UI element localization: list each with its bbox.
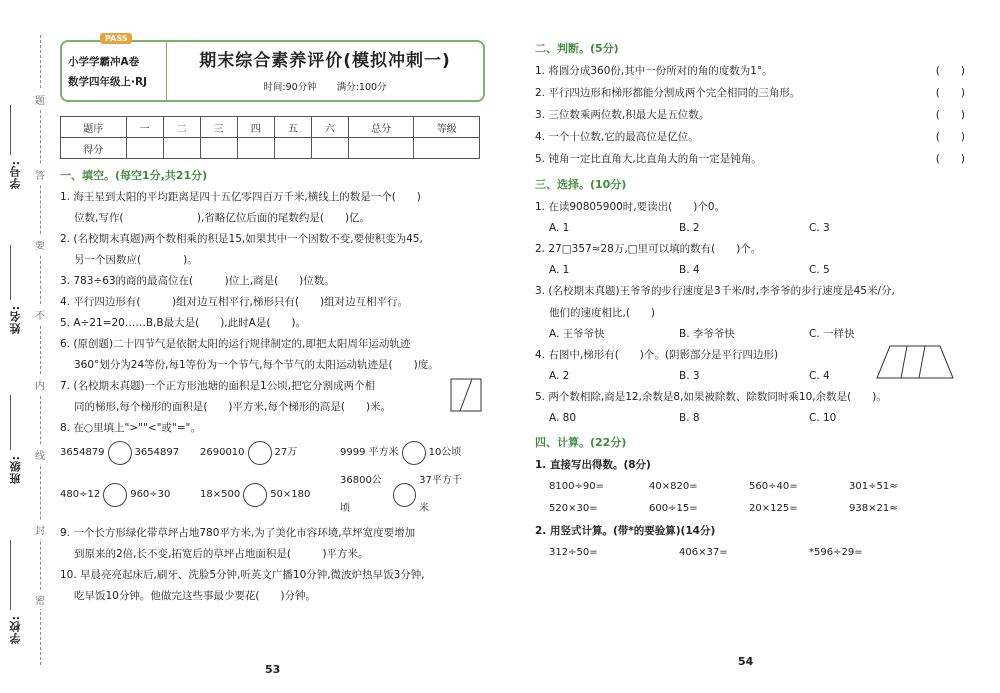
question-3: 3. 783÷63的商的最高位在( )位上,商是( )位数。 [60,275,335,287]
choice-option: A. 2 [549,370,570,382]
compare-left: 36800公顷 [340,475,382,514]
q6-line1: 6. (原创题)二十四节气是依据太阳的运行规律制定的,即把太阳周年运动轨迹 [60,338,411,350]
compare-circle [248,441,272,465]
class-label: 班级: [9,455,22,485]
judge-paren: ( ) [935,65,965,77]
choice-option: C. 一样快 [809,328,855,340]
judge-item [535,148,965,170]
page-title: 期末综合素养评价(模拟冲刺一) [199,51,451,71]
choice-4: 4. 右图中,梯形有( )个。(阴影部分是平行四边形) [535,349,779,361]
binding-sidebar [0,0,52,693]
compare-circle [393,483,416,507]
compare-right: 10公顷 [428,447,462,458]
calc-item: 312÷50= [549,547,598,558]
right-page [535,40,965,564]
choice-option: A. 王爷爷快 [549,328,605,340]
score-header-cell: 四 [237,117,274,138]
question-8: 8. 在○里填上">""<"或"="。 [60,422,201,434]
score-cell [348,138,414,159]
compare-item [340,467,470,523]
question-1 [60,187,485,229]
class-blank [10,395,12,450]
time-label: 时间:90分钟 [263,82,317,93]
calc-row-2 [535,498,965,520]
calc-row-3 [535,542,965,564]
page-number-right: 54 [738,655,754,668]
calc-item: 301÷51≈ [849,481,898,492]
compare-item [200,481,340,509]
q7-line1: 7. (名校期末真题)一个正方形池塘的面积是1公顷,把它分割成两个相 [60,380,376,392]
choice-option: B. 李爷爷快 [679,328,735,340]
score-header-cell: 六 [311,117,348,138]
compare-left: 3654879 [60,447,105,458]
series-name: 小学学霸冲A卷 [68,56,140,68]
calc-item: *596÷29= [809,547,863,558]
calc-1-title: 1. 直接写出得数。(8分) [535,459,651,471]
q10-line2: 吃早饭10分钟。他做完这些事最少要花( )分钟。 [74,590,317,602]
score-cell [311,138,348,159]
seal-char: 题 [35,90,45,109]
question-9 [60,523,485,565]
school-blank [10,540,12,610]
section-choice: 三、选择。(10分) [535,178,627,191]
compare-item [60,481,200,509]
choice-1: 1. 在读90805900时,要读出( )个0。 [535,201,726,213]
page-number-left: 53 [265,663,281,676]
number-blank [10,105,12,155]
trapezoid-figure [875,344,955,380]
compare-row-2 [60,467,485,523]
judge-text: 1. 将圆分成360份,其中一份所对的角的度数为1°。 [535,65,773,77]
section-fill-in: 一、填空。(每空1分,共21分) [60,169,208,182]
exam-info [167,79,483,93]
compare-circle [108,441,132,465]
choice-4-block [535,344,965,386]
judge-paren: ( ) [935,153,965,165]
score-header-cell: 总分 [348,117,414,138]
q10-line1: 10. 早晨亮亮起床后,刷牙、洗脸5分钟,听英文广播10分钟,微波炉热早饭3分钟, [60,569,425,581]
score-header-cell: 题序 [61,117,127,138]
q7-line2: 同的梯形,每个梯形的面积是( )平方米,每个梯形的高是( )米。 [74,401,392,413]
score-header-row [61,117,480,138]
calc-2-title: 2. 用竖式计算。(带*的要验算)(14分) [535,525,716,537]
student-number-label: 学号: [9,160,22,190]
score-header-cell: 二 [163,117,200,138]
question-5: 5. A÷21=20……B,B最大是( ),此时A是( )。 [60,317,307,329]
calc-item: 520×30= [549,503,598,514]
section-calc: 四、计算。(22分) [535,436,627,449]
calc-item: 600÷15= [649,503,698,514]
brand-block [62,42,167,100]
choice-option: B. 4 [679,264,700,276]
q2-line1: 2. (名校期末真题)两个数相乘的积是15,如果其中一个因数不变,要使积变为45, [60,233,423,245]
calc-item: 406×37= [679,547,728,558]
seal-char: 要 [35,235,45,254]
judge-item [535,104,965,126]
choice-option: C. 4 [809,370,830,382]
calc-item: 560÷40= [749,481,798,492]
grade-label: 数学四年级上·RJ [68,76,147,88]
seal-char: 封 [35,520,45,539]
judge-paren: ( ) [935,87,965,99]
compare-left: 9999 平方米 [340,447,399,458]
seal-line [40,35,41,665]
judge-text: 2. 平行四边形和梯形都能分割成两个完全相同的三角形。 [535,87,801,99]
compare-right: 3654897 [134,447,180,458]
left-page [60,34,485,607]
question-7 [60,376,485,418]
q1-line1: 1. 海王星到太阳的平均距离是四十五亿零四百万千米,横线上的数是一个( ) [60,191,421,203]
pass-logo: PASS [100,33,132,44]
judge-paren: ( ) [935,131,965,143]
choice-option: A. 1 [549,264,570,276]
seal-char: 线 [35,445,45,464]
compare-circle [243,483,267,507]
title-box [60,34,485,102]
choice-option: C. 5 [809,264,830,276]
compare-item [200,439,340,467]
name-label: 姓名: [9,305,22,335]
score-header-cell: 五 [274,117,311,138]
square-pond-figure [450,378,482,412]
seal-char: 密 [35,590,45,609]
score-header-cell: 等级 [414,117,480,138]
full-score-label: 满分:100分 [336,82,387,93]
score-cell [414,138,480,159]
compare-right: 27万 [274,447,298,458]
choice-5-options [535,408,965,428]
choice-option: B. 8 [679,412,700,424]
score-cell [237,138,274,159]
score-cell [200,138,237,159]
choice-2: 2. 27□357≈28万,□里可以填的数有( )个。 [535,243,762,255]
seal-char: 内 [35,375,45,394]
question-2 [60,229,485,271]
question-10 [60,565,485,607]
compare-row-1 [60,439,485,467]
choice-option: A. 1 [549,222,570,234]
choice-option: C. 3 [809,222,830,234]
choice-3-line2: 他们的速度相比,( ) [549,307,656,319]
compare-left: 480÷12 [60,489,101,500]
choice-option: A. 80 [549,412,577,424]
name-blank [10,245,12,300]
q1-line2: 位数,写作( ),省略亿位后面的尾数约是( )亿。 [74,212,371,224]
school-label: 学校: [9,615,22,645]
judge-item [535,82,965,104]
score-row-label: 得分 [61,138,127,159]
score-header-cell: 一 [126,117,163,138]
score-row [61,138,480,159]
compare-right: 37平方千米 [419,475,462,514]
section-judge: 二、判断。(5分) [535,42,619,55]
judge-paren: ( ) [935,109,965,121]
seal-char: 答 [35,165,45,184]
q2-line2: 另一个因数应( )。 [74,254,198,266]
choice-option: B. 3 [679,370,700,382]
choice-5: 5. 两个数相除,商是12,余数是8,如果被除数、除数同时乘10,余数是( )。 [535,391,887,403]
compare-left: 18×500 [200,489,241,500]
compare-item [60,439,200,467]
choice-option: C. 10 [809,412,837,424]
compare-right: 960÷30 [130,489,171,500]
compare-right: 50×180 [270,489,311,500]
compare-left: 2690010 [200,447,245,458]
judge-item [535,126,965,148]
choice-2-options [535,260,965,280]
choice-option: B. 2 [679,222,700,234]
calc-row-1 [535,476,965,498]
calc-item: 938×21≈ [849,503,898,514]
title-main [167,42,483,100]
calc-item: 40×820= [649,481,698,492]
score-table [60,116,480,159]
judge-text: 5. 钝角一定比直角大,比直角大的角一定是钝角。 [535,153,762,165]
judge-text: 4. 一个十位数,它的最高位是亿位。 [535,131,699,143]
compare-circle [402,441,426,465]
question-4: 4. 平行四边形有( )组对边互相平行,梯形只有( )组对边互相平行。 [60,296,409,308]
choice-3-options [535,324,965,344]
q9-line2: 到原来的2倍,长不变,拓宽后的草坪占地面积是( )平方米。 [74,548,369,560]
calc-item: 8100÷90= [549,481,604,492]
choice-3-line1: 3. (名校期末真题)王爷爷的步行速度是3千米/时,李爷爷的步行速度是45米/分, [535,285,895,297]
score-cell [163,138,200,159]
score-cell [274,138,311,159]
judge-item [535,60,965,82]
compare-item [340,439,470,467]
q6-line2: 360°划分为24等份,每1等份为一个节气,每个节气的太阳运动轨迹是( )度。 [74,359,439,371]
question-6 [60,334,485,376]
judge-text: 3. 三位数乘两位数,积最大是五位数。 [535,109,710,121]
compare-circle [103,483,127,507]
judge-list [535,60,965,170]
calc-item: 20×125= [749,503,798,514]
score-header-cell: 三 [200,117,237,138]
choice-1-options [535,218,965,238]
seal-char: 不 [35,305,45,324]
q9-line1: 9. 一个长方形绿化带草坪占地780平方米,为了美化市容环境,草坪宽度要增加 [60,527,416,539]
score-cell [126,138,163,159]
